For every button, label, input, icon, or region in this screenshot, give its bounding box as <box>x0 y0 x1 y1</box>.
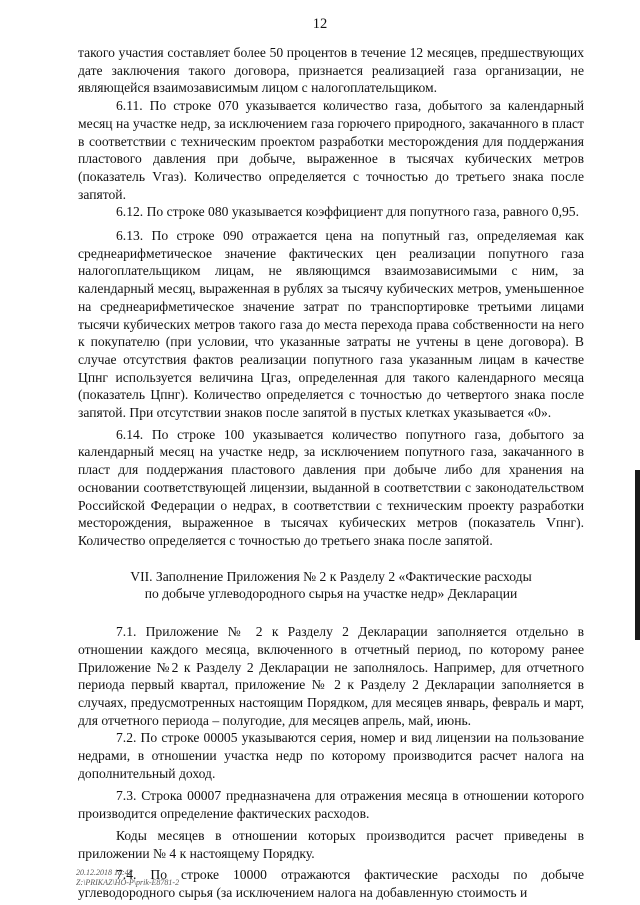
page-number: 12 <box>312 16 328 32</box>
section-heading <box>78 568 584 603</box>
paragraph-6-12: 6.12. По строке 080 указывается коэффициент для попутного газа, равного 0,95. <box>116 204 579 220</box>
paragraph-month-codes: Коды месяцев в отношении которых производится расчет приведены в приложении № 4 к настоящему Порядку. <box>78 827 584 861</box>
paragraph-continuation: такого участия составляет более 50 процентов в течение 12 месяцев, предшествующих дате заключения такого договора, признается реализацией газа организации, не являющейся взаимозависимым лицом с налогоплательщиком. <box>78 45 584 96</box>
document-body <box>78 44 584 902</box>
footer-stamp <box>76 868 179 888</box>
footer-timestamp: 20.12.2018 18:42 <box>76 868 133 877</box>
paragraph-7-3: 7.3. Строка 00007 предназначена для отражения месяца в отношении которого производится определение фактических расходов. <box>78 788 584 822</box>
paragraph-6-11: 6.11. По строке 070 указывается количество газа, добытого за календарный месяц на участке недр, за исключением газа горючего природного, закачанного в пласт в соответствии с техническим проектом разработки месторождения для поддержания пластового давления при добыче, выраженное в тысячах кубических метров (показатель Vгаз). Количество определяется с точностью до третьего знака после запятой. <box>78 98 584 202</box>
footer-file-path: Z:\PRIKAZ\НО-Р\prik-E8781-2 <box>76 878 180 887</box>
paragraph-7-2: 7.2. По строке 00005 указываются серия, номер и вид лицензии на пользование недрами, в отношении участка недр по которому производится расчет налога на дополнительный доход. <box>78 730 584 781</box>
paragraph-6-14: 6.14. По строке 100 указывается количество попутного газа, добытого за календарный месяц на участке недр, за исключением попутного газа, закачанного в пласт для поддержания пластового давления при добыче либо для хранения на основании соответствующей лицензии, выданной в соответствии с законодательством Российской Федерации о недрах, в соответствии с техническим проекту разработки месторождения, выраженное в тысячах кубических метров (показатель Vпнг). Количество определяется с точностью до третьего знака после запятой. <box>78 426 584 548</box>
paragraph-7-1: 7.1. Приложение № 2 к Разделу 2 Декларации заполняется отдельно в отношении каждого месяца, включенного в отчетный период, по которому ранее Приложение №2 к Разделу 2 Декларации не заполнялось. Например, для отчетного периода первый квартал, приложение № 2 к Разделу 2 Декларации заполняется в случаях, предусмотренных настоящим Порядком, для месяцев январь, февраль и март, для отчетного периода – полугодие, для месяцев апрель, май, июнь. <box>78 624 584 728</box>
section-heading-line-2: по добыче углеводородного сырья на участке недр» Декларации <box>144 586 518 602</box>
scan-edge-mark <box>635 470 640 640</box>
section-heading-line-1: VII. Заполнение Приложения № 2 к Разделу 2 «Фактические расходы <box>130 568 532 584</box>
paragraph-7-4: 7.4. По строке 10000 отражаются фактические расходы по добыче углеводородного сырья (за исключением налога на добавленную стоимость и <box>78 867 584 900</box>
paragraph-6-13: 6.13. По строке 090 отражается цена на попутный газ, определяемая как среднеарифметическое значение фактических цен реализации попутного газа налогоплательщиком лицам, не являющимся взаимозависимыми с ним, за календарный месяц, выраженная в рублях за тысячу кубических метров, уменьшенное на среднеарифметическое значение затрат по транспортировке третьими лицами тысячи кубических метров такого газа до места перехода права собственности на него к покупателю (при условии, что указанные затраты не учтены в цене договора). В случае отсутствия фактов реализации попутного газа указанным лицам в качестве Цпнг используется величина Цгаз, определенная для такого календарного месяца (показатель Цпнг). Количество определяется с точностью до четвертого знака после запятой. При отсутствии знаков после запятой в пустых клетках указывается «0». <box>78 228 584 421</box>
